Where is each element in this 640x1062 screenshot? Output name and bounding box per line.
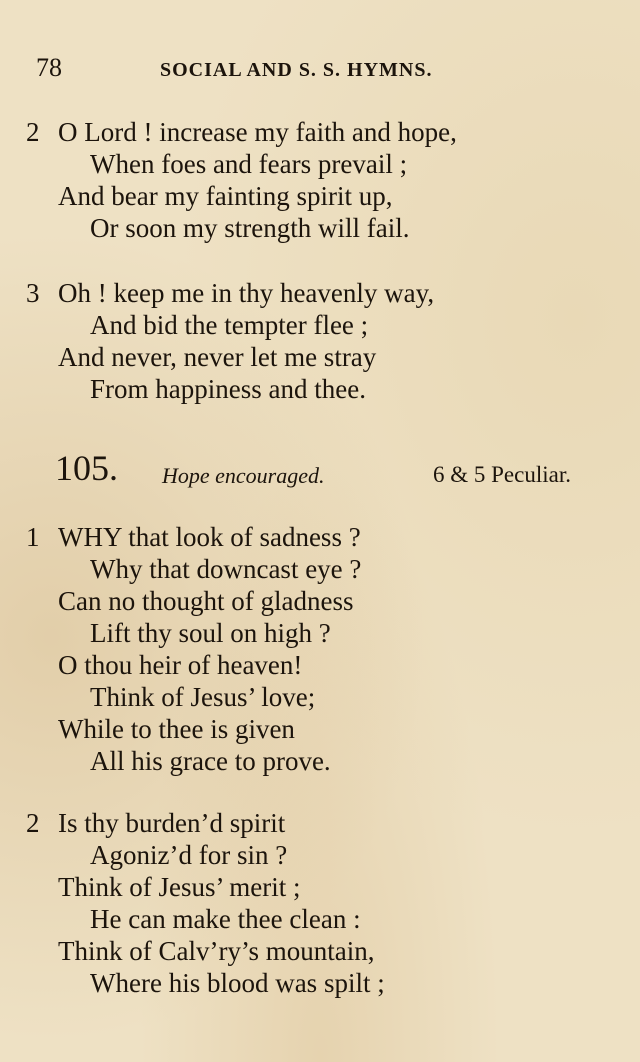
verse-line: Agoniz’d for sin ? — [90, 840, 288, 870]
verse-line: While to thee is given — [58, 714, 295, 744]
stanza-number: 2 — [26, 117, 40, 147]
stanza-number: 3 — [26, 278, 40, 308]
stanza-number: 1 — [26, 522, 40, 552]
verse-line: Where his blood was spilt ; — [90, 968, 385, 998]
verse-line: All his grace to prove. — [90, 746, 331, 776]
verse-line: And bid the tempter flee ; — [90, 310, 369, 340]
verse-line: Lift thy soul on high ? — [90, 618, 331, 648]
verse-line: Oh ! keep me in thy heavenly way, — [58, 278, 435, 308]
verse-line: Think of Jesus’ merit ; — [58, 872, 301, 902]
hymn-title: Hope encouraged. — [162, 463, 325, 488]
verse-line: O Lord ! increase my faith and hope, — [58, 117, 457, 147]
verse-line: And never, never let me stray — [58, 342, 377, 372]
verse-line: Think of Jesus’ love; — [90, 682, 316, 712]
verse-line: He can make thee clean : — [90, 904, 361, 934]
verse-line: WHY that look of sadness ? — [58, 522, 361, 552]
hymn-meter: 6 & 5 Peculiar. — [433, 462, 571, 487]
verse-line: From happiness and thee. — [90, 374, 366, 404]
verse-line: Think of Calv’ry’s mountain, — [58, 936, 375, 966]
verse-line: When foes and fears prevail ; — [90, 149, 408, 179]
stanza-number: 2 — [26, 808, 40, 838]
running-head: SOCIAL AND S. S. HYMNS. — [160, 59, 433, 81]
verse-line: And bear my fainting spirit up, — [58, 181, 393, 211]
verse-line: Why that downcast eye ? — [90, 554, 362, 584]
verse-line: Or soon my strength will fail. — [90, 213, 410, 243]
page-header — [0, 48, 640, 88]
verse-line: Is thy burden’d spirit — [58, 808, 286, 838]
verse-line: O thou heir of heaven! — [58, 650, 303, 680]
page-number: 78 — [36, 53, 62, 82]
hymn-number: 105. — [55, 448, 118, 488]
verse-line: Can no thought of gladness — [58, 586, 354, 616]
